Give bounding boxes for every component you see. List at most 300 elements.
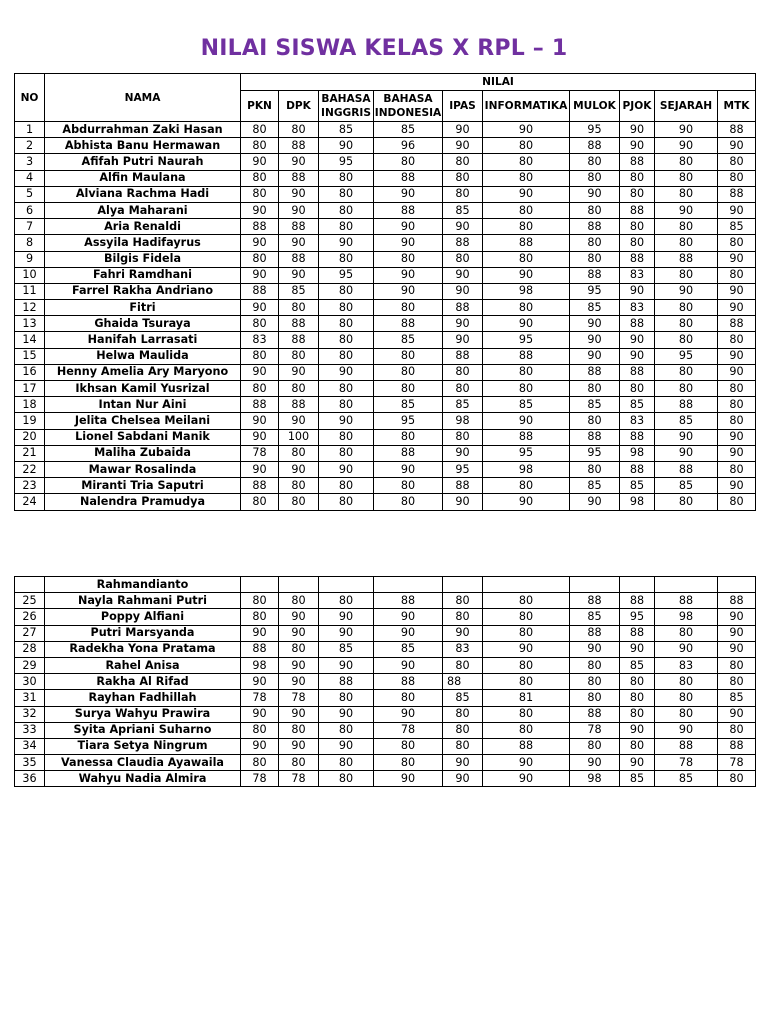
grade-cell: 88: [718, 593, 756, 609]
grade-cell: 95: [483, 332, 570, 348]
grade-cell: 85: [570, 397, 620, 413]
grade-cell: 80: [483, 154, 570, 170]
grade-cell: 95: [570, 283, 620, 299]
table-row: [15, 202, 756, 218]
grade-cell: 80: [319, 316, 374, 332]
header-subject: BAHASA INDONESIA: [374, 91, 443, 122]
student-name: Radekha Yona Pratama: [45, 641, 241, 657]
grade-cell: 88: [279, 251, 319, 267]
grade-cell: 83: [620, 267, 655, 283]
grade-cell: 88: [570, 593, 620, 609]
grade-cell: 90: [718, 138, 756, 154]
grade-cell: 88: [279, 397, 319, 413]
grade-cell: 95: [374, 413, 443, 429]
grade-cell: 90: [319, 235, 374, 251]
grade-cell: 88: [570, 219, 620, 235]
grade-cell: 88: [443, 235, 483, 251]
header-no: NO: [15, 74, 45, 122]
student-name: Henny Amelia Ary Maryono: [45, 364, 241, 380]
grade-cell: 90: [483, 186, 570, 202]
grade-cell: 90: [374, 625, 443, 641]
row-number: 30: [15, 674, 45, 690]
grade-cell: 80: [319, 478, 374, 494]
row-number: 24: [15, 494, 45, 510]
grade-cell: 90: [241, 738, 279, 754]
row-number: 26: [15, 609, 45, 625]
grade-cell: 98: [241, 657, 279, 673]
grade-cell: 90: [443, 267, 483, 283]
student-name: Fitri: [45, 300, 241, 316]
grade-cell: 88: [620, 625, 655, 641]
student-name: Vanessa Claudia Ayawaila: [45, 755, 241, 771]
grade-cell: 85: [443, 690, 483, 706]
grade-cell: 90: [319, 138, 374, 154]
grade-cell: 90: [483, 641, 570, 657]
table-row: [15, 219, 756, 235]
grade-cell: 80: [241, 755, 279, 771]
grade-cell: 78: [279, 771, 319, 787]
student-name: Abhista Banu Hermawan: [45, 138, 241, 154]
grade-cell: 88: [483, 348, 570, 364]
grade-cell: 80: [655, 235, 718, 251]
grade-cell: 80: [443, 657, 483, 673]
grade-cell: 88: [620, 154, 655, 170]
grade-cell: 90: [279, 202, 319, 218]
grade-cell: 90: [319, 413, 374, 429]
grade-cell: 90: [718, 445, 756, 461]
grade-cell: 88: [620, 364, 655, 380]
grade-cell: 90: [374, 706, 443, 722]
grade-cell: 78: [374, 722, 443, 738]
grade-cell: 80: [655, 625, 718, 641]
table-row: [15, 154, 756, 170]
grade-cell: 80: [443, 738, 483, 754]
grade-cell: 90: [620, 722, 655, 738]
grade-cell: 88: [483, 235, 570, 251]
grade-cell: 80: [443, 593, 483, 609]
grade-cell: 85: [374, 397, 443, 413]
grade-cell: 90: [620, 755, 655, 771]
student-name: Putri Marsyanda: [45, 625, 241, 641]
grade-cell: 80: [241, 722, 279, 738]
student-name: Syita Apriani Suharno: [45, 722, 241, 738]
grade-cell: 78: [241, 445, 279, 461]
grade-cell: 80: [718, 771, 756, 787]
grade-cell: 88: [655, 593, 718, 609]
grade-cell: 80: [483, 138, 570, 154]
grade-cell: 90: [443, 219, 483, 235]
student-name: Wahyu Nadia Almira: [45, 771, 241, 787]
header-nama: NAMA: [45, 74, 241, 122]
grade-cell: 90: [718, 625, 756, 641]
grade-cell: 90: [718, 364, 756, 380]
table-row: [15, 316, 756, 332]
grade-cell: 88: [241, 641, 279, 657]
grade-cell: 80: [279, 593, 319, 609]
grade-cell: 80: [718, 397, 756, 413]
grade-cell: 80: [620, 381, 655, 397]
student-name: Abdurrahman Zaki Hasan: [45, 122, 241, 138]
grade-cell: [718, 577, 756, 593]
grade-cell: 88: [570, 625, 620, 641]
row-number: 19: [15, 413, 45, 429]
grade-cell: 95: [570, 122, 620, 138]
table-row: [15, 755, 756, 771]
grade-cell: 80: [241, 609, 279, 625]
row-number: 22: [15, 461, 45, 477]
grade-cell: 85: [443, 202, 483, 218]
grade-cell: 80: [279, 722, 319, 738]
grade-cell: 85: [620, 397, 655, 413]
grade-cell: 88: [620, 429, 655, 445]
table-row: [15, 445, 756, 461]
grade-cell: 90: [279, 235, 319, 251]
grade-cell: 90: [443, 332, 483, 348]
header-subject: PJOK: [620, 91, 655, 122]
student-name: Rahmandianto: [45, 577, 241, 593]
grade-cell: 90: [241, 235, 279, 251]
grade-cell: 80: [443, 154, 483, 170]
table-row: [15, 170, 756, 186]
grade-cell: 90: [718, 348, 756, 364]
grade-cell: 88: [620, 251, 655, 267]
grade-cell: 90: [279, 657, 319, 673]
grade-cell: 80: [483, 300, 570, 316]
grade-cell: 90: [279, 413, 319, 429]
grade-cell: 80: [483, 609, 570, 625]
grade-cell: 90: [570, 316, 620, 332]
row-number: 33: [15, 722, 45, 738]
table-row: [15, 722, 756, 738]
grade-cell: 88: [620, 316, 655, 332]
table-row: [15, 625, 756, 641]
student-name: Hanifah Larrasati: [45, 332, 241, 348]
grade-cell: 90: [718, 300, 756, 316]
grade-cell: 80: [319, 445, 374, 461]
grade-cell: 95: [319, 154, 374, 170]
student-name: Maliha Zubaida: [45, 445, 241, 461]
grade-cell: 80: [374, 738, 443, 754]
grade-cell: 80: [241, 251, 279, 267]
grade-cell: 90: [279, 625, 319, 641]
grade-cell: 80: [374, 478, 443, 494]
grade-cell: 90: [443, 625, 483, 641]
row-number: [15, 577, 45, 593]
grade-cell: 80: [570, 461, 620, 477]
student-name: Alfin Maulana: [45, 170, 241, 186]
grade-cell: 90: [570, 332, 620, 348]
grade-cell: [570, 577, 620, 593]
grade-cell: 78: [570, 722, 620, 738]
grade-cell: 88: [570, 138, 620, 154]
grade-cell: 80: [443, 251, 483, 267]
grade-cell: 90: [374, 267, 443, 283]
student-name: Ikhsan Kamil Yusrizal: [45, 381, 241, 397]
grade-cell: 90: [718, 429, 756, 445]
grade-cell: 88: [655, 461, 718, 477]
table-row: [15, 657, 756, 673]
grade-cell: 80: [443, 722, 483, 738]
grade-cell: 80: [570, 170, 620, 186]
grade-cell: 90: [443, 283, 483, 299]
grade-cell: [374, 577, 443, 593]
grade-cell: 83: [241, 332, 279, 348]
grade-cell: [279, 577, 319, 593]
grade-cell: 80: [319, 771, 374, 787]
row-number: 35: [15, 755, 45, 771]
grade-cell: 90: [483, 755, 570, 771]
grade-cell: 100: [279, 429, 319, 445]
grade-cell: 88: [570, 364, 620, 380]
row-number: 16: [15, 364, 45, 380]
grade-cell: 85: [279, 283, 319, 299]
grade-cell: 90: [483, 316, 570, 332]
grade-cell: 80: [279, 478, 319, 494]
table-row: [15, 251, 756, 267]
grade-cell: 80: [319, 170, 374, 186]
grade-cell: 88: [620, 461, 655, 477]
grade-cell: 80: [241, 316, 279, 332]
grade-cell: 88: [279, 316, 319, 332]
grade-cell: 80: [570, 674, 620, 690]
grade-cell: 90: [718, 609, 756, 625]
grade-cell: 80: [319, 690, 374, 706]
grade-cell: 95: [655, 348, 718, 364]
grade-cell: 80: [374, 429, 443, 445]
grade-cell: 90: [655, 202, 718, 218]
grade-cell: 80: [620, 186, 655, 202]
grade-cell: 80: [374, 364, 443, 380]
grade-cell: 80: [483, 625, 570, 641]
grade-cell: 88: [718, 122, 756, 138]
table-row: [15, 413, 756, 429]
grade-cell: 98: [483, 283, 570, 299]
table-row: [15, 429, 756, 445]
grade-cell: 80: [483, 251, 570, 267]
grade-cell: 80: [319, 494, 374, 510]
grade-cell: 80: [655, 364, 718, 380]
grade-cell: 80: [718, 381, 756, 397]
header-nilai: NILAI: [241, 74, 756, 91]
grade-cell: 80: [655, 494, 718, 510]
grade-cell: 80: [241, 170, 279, 186]
grade-cell: 80: [718, 461, 756, 477]
grade-cell: 80: [483, 657, 570, 673]
row-number: 23: [15, 478, 45, 494]
grade-cell: 88: [483, 429, 570, 445]
grade-cell: 80: [241, 138, 279, 154]
grade-cell: 80: [319, 202, 374, 218]
grade-cell: 80: [319, 429, 374, 445]
grades-body-main: [15, 122, 756, 511]
row-number: 13: [15, 316, 45, 332]
row-number: 21: [15, 445, 45, 461]
grade-cell: 90: [374, 235, 443, 251]
grade-cell: 98: [620, 445, 655, 461]
grade-cell: 90: [620, 641, 655, 657]
row-number: 29: [15, 657, 45, 673]
student-name: Fahri Ramdhani: [45, 267, 241, 283]
grade-cell: 80: [718, 154, 756, 170]
student-name: Helwa Maulida: [45, 348, 241, 364]
grade-cell: 85: [374, 332, 443, 348]
grade-cell: 78: [279, 690, 319, 706]
grade-cell: 90: [241, 429, 279, 445]
row-number: 4: [15, 170, 45, 186]
grade-cell: 85: [620, 657, 655, 673]
grade-cell: 80: [319, 186, 374, 202]
table-row: [15, 267, 756, 283]
grade-cell: 80: [374, 251, 443, 267]
grade-cell: 80: [655, 316, 718, 332]
grade-cell: 88: [241, 397, 279, 413]
grade-cell: 80: [443, 706, 483, 722]
grade-cell: 90: [319, 706, 374, 722]
grade-cell: 88: [620, 202, 655, 218]
page-title: NILAI SISWA KELAS X RPL – 1: [200, 36, 568, 61]
table-row: [15, 332, 756, 348]
student-name: Jelita Chelsea Meilani: [45, 413, 241, 429]
grades-table-continued: [14, 576, 756, 787]
grade-cell: 85: [718, 219, 756, 235]
grade-cell: 88: [374, 202, 443, 218]
grade-cell: 90: [374, 609, 443, 625]
student-name: Alya Maharani: [45, 202, 241, 218]
grade-cell: 80: [570, 235, 620, 251]
row-number: 7: [15, 219, 45, 235]
table-row: [15, 771, 756, 787]
grade-cell: 90: [241, 674, 279, 690]
grade-cell: 78: [718, 755, 756, 771]
grade-cell: 80: [241, 122, 279, 138]
grade-cell: 80: [279, 300, 319, 316]
grade-cell: 80: [241, 494, 279, 510]
grade-cell: 88: [279, 138, 319, 154]
grade-cell: 80: [570, 690, 620, 706]
grade-cell: 90: [570, 186, 620, 202]
grade-cell: 90: [443, 138, 483, 154]
grade-cell: 80: [655, 170, 718, 186]
grade-cell: 90: [319, 609, 374, 625]
grade-cell: 80: [718, 657, 756, 673]
grade-cell: 80: [655, 381, 718, 397]
table-row: [15, 593, 756, 609]
grade-cell: 80: [279, 755, 319, 771]
table-row: [15, 690, 756, 706]
grade-cell: 85: [319, 122, 374, 138]
grade-cell: 90: [655, 429, 718, 445]
header-subject: DPK: [279, 91, 319, 122]
grade-cell: 80: [620, 674, 655, 690]
grade-cell: [319, 577, 374, 593]
grade-cell: 88: [570, 267, 620, 283]
grade-cell: 80: [319, 348, 374, 364]
grade-cell: 80: [570, 413, 620, 429]
grade-cell: 90: [241, 267, 279, 283]
grade-cell: 80: [279, 122, 319, 138]
student-name: Nayla Rahmani Putri: [45, 593, 241, 609]
student-name: Assyila Hadifayrus: [45, 235, 241, 251]
header-subject: PKN: [241, 91, 279, 122]
grade-cell: 90: [620, 122, 655, 138]
student-name: Mawar Rosalinda: [45, 461, 241, 477]
table-row: [15, 122, 756, 138]
grade-cell: 90: [374, 657, 443, 673]
grade-cell: 90: [374, 771, 443, 787]
row-number: 32: [15, 706, 45, 722]
table-row: [15, 461, 756, 477]
grade-cell: 80: [374, 494, 443, 510]
grade-cell: 80: [374, 300, 443, 316]
grade-cell: 90: [241, 461, 279, 477]
grade-cell: 80: [319, 251, 374, 267]
grade-cell: 83: [443, 641, 483, 657]
grade-cell: 80: [374, 690, 443, 706]
grade-cell: 90: [655, 138, 718, 154]
grade-cell: 88: [718, 316, 756, 332]
row-number: 9: [15, 251, 45, 267]
grade-cell: 90: [279, 706, 319, 722]
header-subject: MULOK: [570, 91, 620, 122]
table-row: [15, 186, 756, 202]
grade-cell: 88: [374, 170, 443, 186]
grade-cell: 90: [443, 494, 483, 510]
grade-cell: 90: [570, 641, 620, 657]
grade-cell: 90: [279, 364, 319, 380]
row-number: 3: [15, 154, 45, 170]
grade-cell: 88: [319, 674, 374, 690]
grade-cell: 80: [319, 593, 374, 609]
grade-cell: 90: [483, 494, 570, 510]
grade-cell: 80: [483, 202, 570, 218]
table-row: [15, 494, 756, 510]
grade-cell: 80: [319, 283, 374, 299]
grade-cell: 80: [483, 170, 570, 186]
grade-cell: 80: [483, 219, 570, 235]
grade-cell: 90: [483, 771, 570, 787]
grade-cell: 88: [655, 738, 718, 754]
grade-cell: 90: [319, 461, 374, 477]
grade-cell: 88: [443, 300, 483, 316]
student-name: Nalendra Pramudya: [45, 494, 241, 510]
header-subject: BAHASA INGGRIS: [319, 91, 374, 122]
grade-cell: 80: [374, 381, 443, 397]
grade-cell: 80: [279, 381, 319, 397]
grade-cell: 78: [241, 771, 279, 787]
grade-cell: 90: [718, 641, 756, 657]
student-name: Ghaida Tsuraya: [45, 316, 241, 332]
table-row: [15, 478, 756, 494]
grade-cell: 90: [655, 641, 718, 657]
grade-cell: 98: [570, 771, 620, 787]
grade-cell: 85: [570, 609, 620, 625]
grade-cell: 80: [319, 219, 374, 235]
grade-cell: 80: [655, 267, 718, 283]
grade-cell: 88: [570, 706, 620, 722]
grade-cell: 88: [443, 348, 483, 364]
row-number: 14: [15, 332, 45, 348]
grade-cell: 80: [718, 267, 756, 283]
table-row: [15, 300, 756, 316]
row-number: 20: [15, 429, 45, 445]
student-name: Tiara Setya Ningrum: [45, 738, 241, 754]
row-number: 34: [15, 738, 45, 754]
grade-cell: 80: [483, 381, 570, 397]
grade-cell: 90: [241, 202, 279, 218]
grade-cell: 80: [655, 674, 718, 690]
grade-cell: 90: [718, 251, 756, 267]
grade-cell: 80: [718, 722, 756, 738]
